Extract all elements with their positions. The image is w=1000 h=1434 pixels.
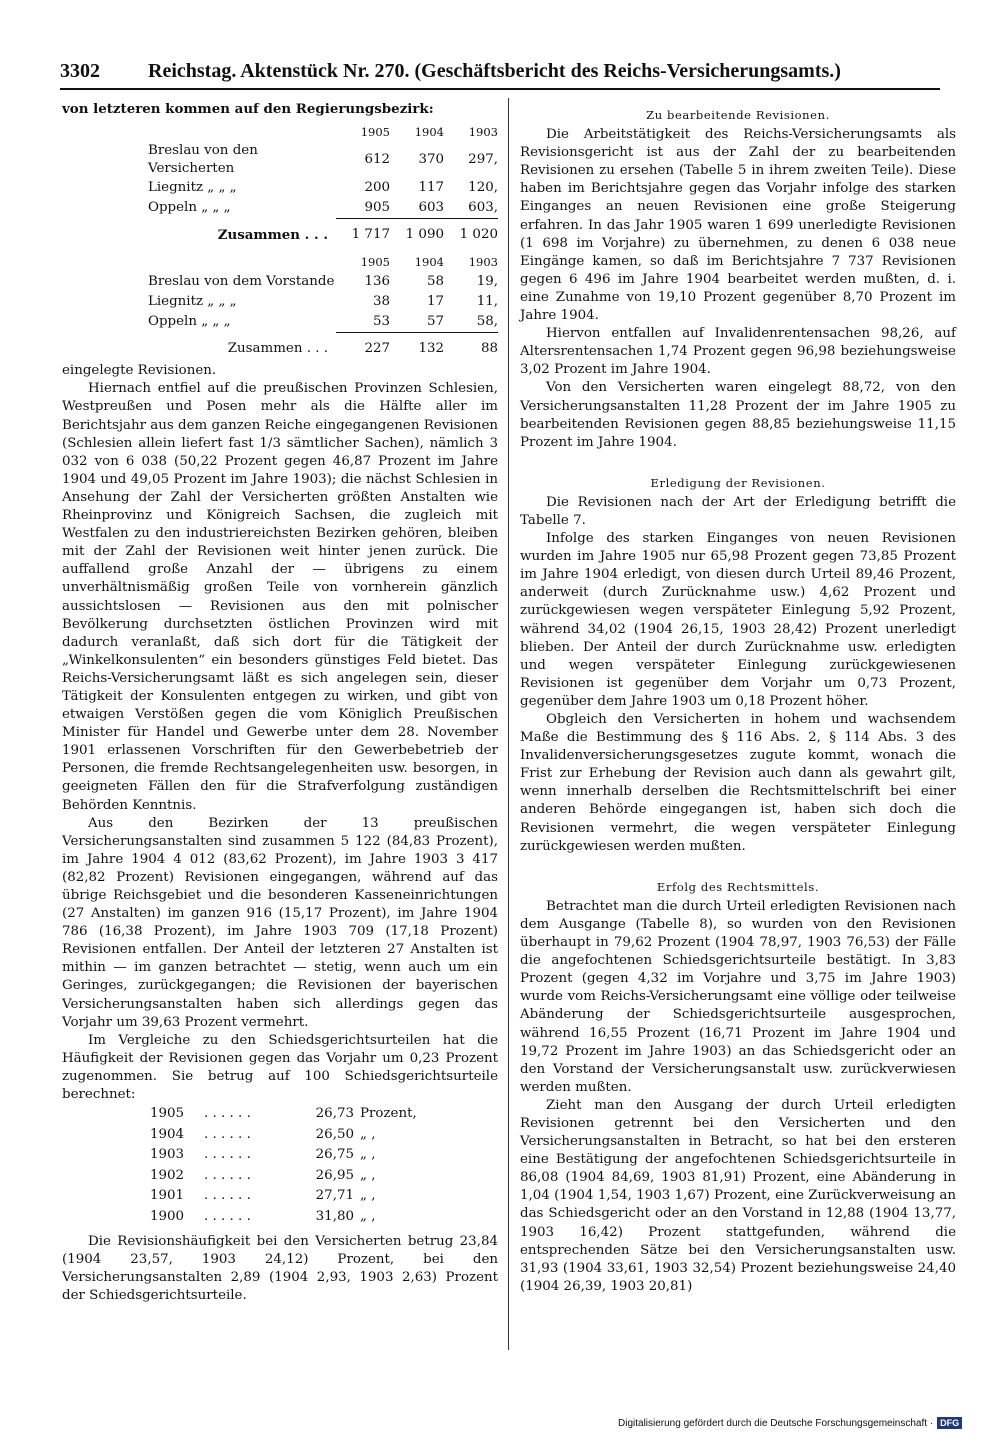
year-header: 1904 (414, 255, 444, 270)
dot-leader: . . . . . . (204, 1147, 251, 1163)
frequency-table (150, 1104, 417, 1227)
paragraph: Infolge des starken Einganges von neuen Revisionen wurden im Jahre 1905 nur 65,98 Prozent gegen 73,85 Prozent im Jahre 1904 erledigt, von diesen durch Urteil 89,46 Prozent, anderweit (durch Zurücknahme usw.) 4,62 Prozent und zurückgewiesen wegen verspäteter Einlegung 5,92 Prozent, während 34,02 (1904 26,15, 1903 28,42) Prozent unerledigt blieben. Der Anteil der durch Zurücknahme usw. erledigten und wegen verspäteter Einlegung zurückgewiesenen Revisionen ist gegenüber dem Vorjahr um 0,73 Prozent, gegenüber dem Jahre 1903 um 0,18 Prozent höher. (520, 531, 956, 709)
dot-leader: . . . . . . (204, 1188, 251, 1204)
revisions-table-board (148, 252, 498, 362)
year-cell: 1904 (150, 1126, 185, 1142)
paragraph: Betrachtet man die durch Urteil erledigten Revisionen nach dem Ausgange (Tabelle 8), so wurden von den Revisionen überhaupt in 79,62 Prozent (1904 78,97, 1903 76,53) der Fälle die angefochtenen Schiedsgerichtsurteile bestätigt. In 3,83 Prozent (gegen 4,32 im Vorjahre und 3,75 im Jahre 1903) wurde vom Reichs-Versicherungsamt eine völlige oder teilweise Abänderung der Schiedsgerichtsurteile ausgesprochen, während 16,55 Prozent (16,71 Prozent im Jahre 1904 und 19,72 Prozent im Jahre 1903) an das Schiedsgericht oder an den Vorstand der Versicherungsanstalt usw. zurückverwiesen werden mußten. (520, 898, 956, 1095)
unit-cell: „ , (360, 1167, 376, 1183)
table-row (148, 198, 498, 219)
paragraph: Die Revisionshäufigkeit bei den Versicherten betrug 23,84 (1904 23,57, 1903 24,12) Prozent, bei den Versicherungsanstalten 2,89 (1904 2,93, 1903 2,63) Prozent der Schiedsgerichtsurteile. (62, 1234, 498, 1304)
unit-cell: Prozent, (360, 1106, 417, 1122)
year-cell: 1901 (150, 1188, 185, 1204)
year-header: 1905 (360, 125, 390, 140)
dfg-logo: DFG (937, 1417, 962, 1429)
year-header: 1905 (360, 255, 390, 270)
sum-cell: 1 717 (336, 219, 390, 249)
table-row (150, 1145, 417, 1166)
unit-cell: „ , (360, 1126, 376, 1142)
cell: 11, (476, 294, 498, 310)
cell: 297, (468, 152, 498, 168)
paragraph: Zieht man den Ausgang der durch Urteil erledigten Revisionen getrennt bei den Versicherten und den Versicherungsanstalten in Betracht, so hat bei den ersteren eine Bestätigung der angefochtenen Schiedsgerichtsurteile in 86,08 (1904 84,69, 1903 81,91) Prozent, eine Abänderung in 1,04 (1904 1,54, 1903 1,67) Prozent, eine Zurückverweisung an das Schiedsgericht oder an den Vorstand in 12,88 (1904 13,77, 1903 16,42) Prozent stattgefunden, während die entsprechenden Sätze bei den Versicherungsanstalten usw. 31,93 (1904 33,61, 1903 32,54) Prozent beziehungsweise 24,40 (1904 26,39, 1903 20,81) (520, 1097, 956, 1294)
table-row (150, 1166, 417, 1187)
year-cell: 1900 (150, 1208, 185, 1224)
cell: 905 (364, 200, 390, 216)
cell: 38 (372, 294, 390, 310)
cell: 57 (426, 314, 444, 330)
sum-cell: 1 020 (444, 219, 498, 249)
cell: 370 (418, 152, 444, 168)
sum-label: Zusammen . . . (217, 226, 328, 243)
cell: 603 (418, 200, 444, 216)
paragraph: Von den Versicherten waren eingelegt 88,72, von den Versicherungsanstalten 11,28 Prozent der im Jahre 1905 zu bearbeitenden Revisionen gegen 88,85 beziehungsweise 11,15 Prozent im Jahre 1904. (520, 380, 956, 450)
cell: 612 (364, 152, 390, 168)
column-divider (508, 98, 509, 1350)
table-row (148, 142, 498, 178)
cell: 117 (418, 180, 444, 196)
row-label: Liegnitz „ „ „ (148, 294, 237, 310)
page-number: 3302 (60, 60, 100, 82)
page-header (60, 58, 940, 90)
table-row (150, 1186, 417, 1207)
table-row (148, 312, 498, 333)
paragraph: Im Vergleiche zu den Schiedsgerichtsurteilen hat die Häufigkeit der Revisionen gegen das Vorjahr um 0,23 Prozent zugenommen. Sie betrug auf 100 Schiedsgerichtsurteile berechnet: (62, 1032, 498, 1103)
intro-line: von letzteren kommen auf den Regierungsbezirk: (62, 101, 434, 117)
year-cell: 1903 (150, 1147, 185, 1163)
left-column (62, 100, 498, 1306)
cell: 136 (364, 274, 390, 290)
cell: 58 (426, 274, 444, 290)
cell: 603, (468, 200, 498, 216)
paragraph: Hiernach entfiel auf die preußischen Provinzen Schlesien, Westpreußen und Posen mehr als die Hälfte aller im Berichtsjahr aus dem ganzen Reiche eingegangenen Revisionen (Schlesien allein liefert fast 1/3 sämtlicher Sachen), nämlich 3 032 von 6 038 (50,22 Prozent gegen 46,87 Prozent im Jahre 1904 und 49,05 Prozent im Jahre 1903); die nächst Schlesien in Ansehung der Zahl der Versicherten größten Anstalten wie Rheinprovinz und Königreich Sachsen, die zugleich mit Westfalen zu den industriereichsten Bezirken gehören, bleiben mit der Zahl der Revisionen weit hinter jenen zurück. Die auffallend große Anzahl der — übrigens zu einem unverhältnismäßig großen Teile von vornherein gänzlich aussichtslosen — Revisionen aus den mit polnischer Bevölkerung durchsetzten östlichen Provinzen wird mit dadurch veranlaßt, daß sich dort für die Tätigkeit der „Winkelkonsulenten“ ein besonders günstiges Feld bietet. Das Reichs-Versicherungsamt läßt es sich angelegen sein, dieser Tätigkeit der Konsulenten entgegen zu wirken, und gibt von etwaigen Verstößen gegen die vom Königlich Preußischen Minister für Handel und Gewerbe unter dem 28. November 1901 erlassenen Vorschriften für den Gewerbebetrieb der Personen, die fremde Rechtsangelegenheiten usw. besorgen, in geeigneten Fällen den für die Strafverfolgung zuständigen Behörden Kenntnis. (62, 381, 498, 813)
cell: 19, (476, 274, 498, 290)
year-header: 1903 (468, 125, 498, 140)
sum-cell: 227 (336, 333, 390, 363)
section-heading: Zu bearbeitende Revisionen. (646, 108, 830, 122)
year-cell: 1902 (150, 1167, 185, 1183)
table-row (148, 178, 498, 198)
paragraph: Hiervon entfallen auf Invalidenrentensachen 98,26, auf Altersrentensachen 1,74 Prozent gegen 96,98 beziehungsweise 3,02 Prozent im Jahre 1904. (520, 326, 956, 378)
sum-row (148, 219, 498, 249)
cell: 200 (364, 180, 390, 196)
table-row (148, 292, 498, 312)
row-label: Breslau von den Versicherten (148, 143, 258, 177)
dot-leader: . . . . . . (204, 1208, 251, 1224)
sum-cell: 132 (390, 333, 444, 363)
cell: 58, (476, 314, 498, 330)
section-heading: Erfolg des Rechtsmittels. (656, 879, 820, 894)
dot-leader: . . . . . . (204, 1106, 251, 1122)
value-cell: 26,95 (315, 1167, 354, 1183)
unit-cell: „ , (360, 1188, 376, 1204)
running-title: Reichstag. Aktenstück Nr. 270. (Geschäftsbericht des Reichs-Versicherungsamts.) (148, 60, 841, 82)
value-cell: 31,80 (315, 1208, 354, 1224)
value-cell: 27,71 (315, 1188, 354, 1204)
sum-cell: 1 090 (390, 219, 444, 249)
unit-cell: „ , (360, 1147, 376, 1163)
table-row (148, 272, 498, 292)
value-cell: 26,50 (315, 1126, 354, 1142)
table-row (150, 1104, 417, 1125)
credit-text: Digitalisierung gefördert durch die Deutsche Forschungsgemeinschaft · (618, 1418, 934, 1429)
right-column (520, 100, 956, 1296)
value-cell: 26,73 (315, 1106, 354, 1122)
table-row (150, 1125, 417, 1146)
paragraph: Die Revisionen nach der Art der Erledigung betrifft die Tabelle 7. (520, 494, 956, 528)
row-label: Oppeln „ „ „ (148, 314, 231, 330)
row-label: Oppeln „ „ „ (148, 200, 231, 216)
sum-label: Zusammen . . . (227, 340, 328, 356)
year-cell: 1905 (150, 1106, 185, 1122)
section-heading: Erledigung der Revisionen. (650, 475, 826, 490)
sum-row (148, 333, 498, 363)
cell: 17 (426, 294, 444, 310)
paragraph: Die Arbeitstätigkeit des Reichs-Versicherungsamts als Revisionsgericht ist aus der Zahl der zu bearbeitenden Revisionen zu ersehen (Tabelle 5 in ihrem zweiten Teile). Diese haben im Berichtsjahre gegen das Vorjahr infolge des starken Einganges an neuen Revisionen eine große Steigerung erfahren. In das Jahr 1905 waren 1 699 unerledigte Revisionen (1 698 im Vorjahre) zu übernehmen, zu denen 6 038 neue Eingänge kamen, so daß im Berichtsjahre 7 737 Revisionen gegen 6 496 im Jahre 1904 bearbeitet werden mußten, d. i. eine Zunahme von 19,10 Prozent gegenüber 8,70 Prozent im Jahre 1904. (520, 127, 956, 324)
cell: 120, (468, 180, 498, 196)
dot-leader: . . . . . . (204, 1167, 251, 1183)
paragraph: Obgleich den Versicherten in hohem und wachsendem Maße die Bestimmung des § 116 Abs. 2, § 114 Abs. 3 des Invalidenversicherungsgesetzes zugute kommt, wonach die Frist zur Erhebung der Revision auch dann als gewahrt gilt, wenn innerhalb derselben die Rechtsmittelschrift bei einer anderen Behörde eingegangen ist, haben sich doch die Revisionen vermehrt, die wegen verspäteter Einlegung zurückgewiesen werden mußten. (520, 712, 956, 854)
cell: 53 (372, 314, 390, 330)
row-label: Liegnitz „ „ „ (148, 180, 237, 196)
paragraph: Aus den Bezirken der 13 preußischen Versicherungsanstalten sind zusammen 5 122 (84,83 Prozent), im Jahre 1904 4 012 (83,62 Prozent), im Jahre 1903 3 417 (82,82 Prozent) Revisionen eingegangen, während auf das übrige Reichsgebiet und die besonderen Kasseneinrichtungen (27 Anstalten) im ganzen 916 (15,17 Prozent), im Jahre 1904 786 (16,38 Prozent), im Jahre 1903 709 (17,18 Prozent) Revisionen entfallen. Der Anteil der letzteren 27 Anstalten ist mithin — im ganzen betrachtet — stetig, wenn auch um ein Geringes, zurückgegangen; die Revisionen der bayerischen Versicherungsanstalten haben sich allerdings gegen das Vorjahr um 39,63 Prozent vermehrt. (62, 815, 498, 1030)
value-cell: 26,75 (315, 1147, 354, 1163)
dot-leader: . . . . . . (204, 1126, 251, 1142)
year-header: 1904 (414, 125, 444, 140)
year-header: 1903 (468, 255, 498, 270)
sum-cell: 88 (444, 333, 498, 363)
table-row (150, 1207, 417, 1228)
row-label: Breslau von dem Vorstande (148, 274, 335, 290)
unit-cell: „ , (360, 1208, 376, 1224)
paragraph: eingelegte Revisionen. (62, 363, 217, 379)
revisions-table-insured (148, 122, 498, 248)
digitization-credit (618, 1417, 962, 1429)
